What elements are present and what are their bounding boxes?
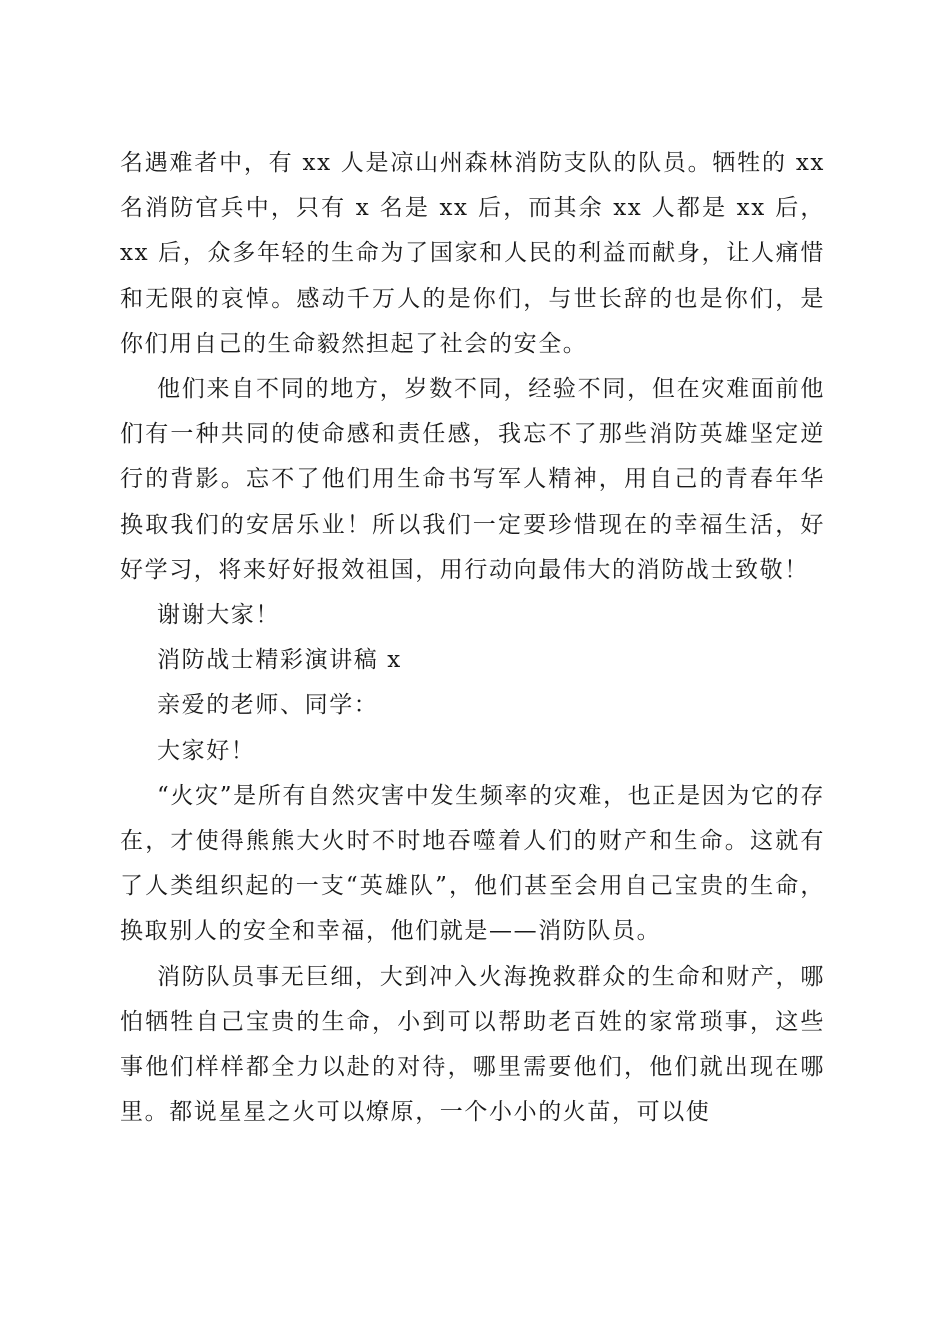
greeting: 大家好！	[157, 737, 256, 764]
paragraph-victims: 名遇难者中，有 xx 人是凉山州森林消防支队的队员。牺牲的 xx 名消防官兵中，只有 x 名是 xx 后，而其余 xx 人都是 xx 后，xx 后，众多年轻的生命为了国家和人民的利益而献身，让人痛惜和无限的哀悼。感动千万人的是你们，与世长辞的也是你们，是你们用自己的生命毅然担起了社会的安全。	[120, 150, 825, 357]
paragraph-tribute: 他们来自不同的地方，岁数不同，经验不同，但在灾难面前他们有一种共同的使命感和责任感，我忘不了那些消防英雄坚定逆行的背影。忘不了他们用生命书写军人精神，用自己的青春年华换取我们的安居乐业！所以我们一定要珍惜现在的幸福生活，好好学习，将来好好报效祖国，用行动向最伟大的消防战士致敬！	[120, 376, 825, 583]
speech-title: 消防战士精彩演讲稿 x	[157, 647, 402, 674]
paragraph-fire-disaster: “火灾”是所有自然灾害中发生频率的灾难，也正是因为它的存在，才使得熊熊大火时不时地吞噬着人们的财产和生命。这就有了人类组织起的一支“英雄队”，他们甚至会用自己宝贵的生命，换取别人的安全和幸福，他们就是——消防队员。	[120, 782, 825, 945]
salutation: 亲爱的老师、同学：	[157, 692, 379, 719]
paragraph-firefighters-duty: 消防队员事无巨细，大到冲入火海挽救群众的生命和财产，哪怕牺牲自己宝贵的生命，小到可以帮助老百姓的家常琐事，这些事他们样样都全力以赴的对待，哪里需要他们，他们就出现在哪里。都说星星之火可以燎原，一个小小的火苗，可以使	[120, 963, 825, 1126]
paragraph-thanks: 谢谢大家！	[157, 602, 280, 629]
document-body	[120, 141, 825, 1135]
